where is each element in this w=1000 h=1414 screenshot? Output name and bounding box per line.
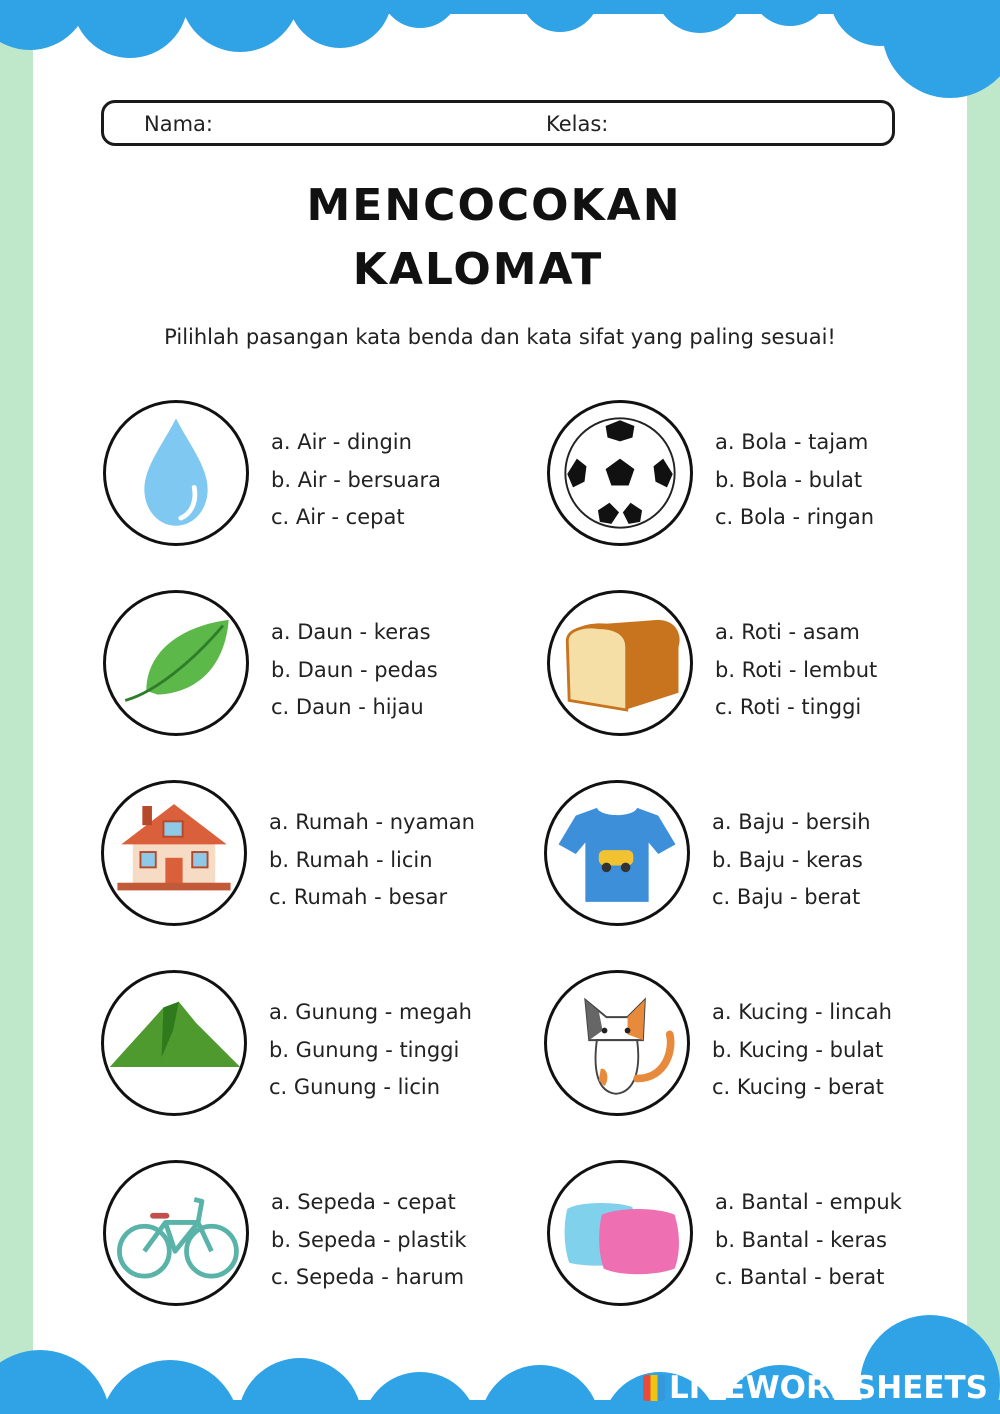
bicycle-icon xyxy=(103,1160,249,1306)
option-c[interactable]: c. Baju - berat xyxy=(712,885,861,909)
option-a[interactable]: a. Gunung - megah xyxy=(269,1000,472,1024)
cat-icon xyxy=(544,970,690,1116)
leaf-icon xyxy=(103,590,249,736)
title-line-1: MENCOCOKAN xyxy=(306,180,682,231)
option-c[interactable]: c. Rumah - besar xyxy=(269,885,448,909)
option-b[interactable]: b. Sepeda - plastik xyxy=(271,1227,467,1252)
option-c[interactable]: c. Gunung - licin xyxy=(269,1075,441,1099)
option-a[interactable]: a. Kucing - lincah xyxy=(712,1000,892,1024)
name-label: Nama: xyxy=(144,112,213,136)
option-b[interactable]: b. Rumah - licin xyxy=(269,847,433,872)
option-a[interactable]: a. Baju - bersih xyxy=(712,810,871,834)
option-b[interactable]: b. Air - bersuara xyxy=(271,467,441,492)
option-c[interactable]: c. Roti - tinggi xyxy=(715,695,862,719)
option-a[interactable]: a. Rumah - nyaman xyxy=(269,810,475,834)
option-a[interactable]: a. Daun - keras xyxy=(271,620,431,644)
option-c[interactable]: c. Sepeda - harum xyxy=(271,1265,465,1289)
name-class-bar xyxy=(101,100,895,146)
pillow-icon xyxy=(547,1160,693,1306)
instruction-text: Pilihlah pasangan kata benda dan kata sifat yang paling sesuai! xyxy=(164,325,836,349)
option-b[interactable]: b. Kucing - bulat xyxy=(712,1037,884,1062)
option-c[interactable]: c. Bola - ringan xyxy=(715,505,875,529)
question-item xyxy=(103,590,543,740)
option-c[interactable]: c. Daun - hijau xyxy=(271,695,424,719)
soccer-ball-icon xyxy=(547,400,693,546)
option-b[interactable]: b. Baju - keras xyxy=(712,847,863,872)
option-c[interactable]: c. Air - cepat xyxy=(271,505,405,529)
title-line-2: KALOMAT xyxy=(352,244,604,295)
bread-icon xyxy=(547,590,693,736)
top-cloud-border xyxy=(0,0,1000,110)
option-b[interactable]: b. Daun - pedas xyxy=(271,657,438,682)
option-b[interactable]: b. Bantal - keras xyxy=(715,1227,887,1252)
option-a[interactable]: a. Bola - tajam xyxy=(715,430,869,454)
option-a[interactable]: a. Bantal - empuk xyxy=(715,1190,902,1214)
option-b[interactable]: b. Gunung - tinggi xyxy=(269,1037,460,1062)
water-drop-icon xyxy=(103,400,249,546)
option-b[interactable]: b. Bola - bulat xyxy=(715,467,863,492)
option-a[interactable]: a. Sepeda - cepat xyxy=(271,1190,456,1214)
liveworksheets-logo xyxy=(643,1370,988,1406)
question-item xyxy=(103,1160,543,1310)
question-item xyxy=(101,780,541,930)
question-item xyxy=(547,590,987,740)
question-item xyxy=(544,970,984,1120)
class-label: Kelas: xyxy=(546,112,609,136)
option-a[interactable]: a. Air - dingin xyxy=(271,430,412,454)
tshirt-icon xyxy=(544,780,690,926)
logo-text: LIVEWORKSHEETS xyxy=(669,1370,988,1406)
mountain-icon xyxy=(101,970,247,1116)
question-item xyxy=(547,400,987,550)
question-item xyxy=(544,780,984,930)
question-item xyxy=(547,1160,987,1310)
question-item xyxy=(101,970,541,1120)
logo-mark-icon xyxy=(643,1375,665,1401)
question-item xyxy=(103,400,543,550)
option-b[interactable]: b. Roti - lembut xyxy=(715,657,878,682)
option-c[interactable]: c. Kucing - berat xyxy=(712,1075,884,1099)
house-icon xyxy=(101,780,247,926)
option-c[interactable]: c. Bantal - berat xyxy=(715,1265,885,1289)
option-a[interactable]: a. Roti - asam xyxy=(715,620,860,644)
